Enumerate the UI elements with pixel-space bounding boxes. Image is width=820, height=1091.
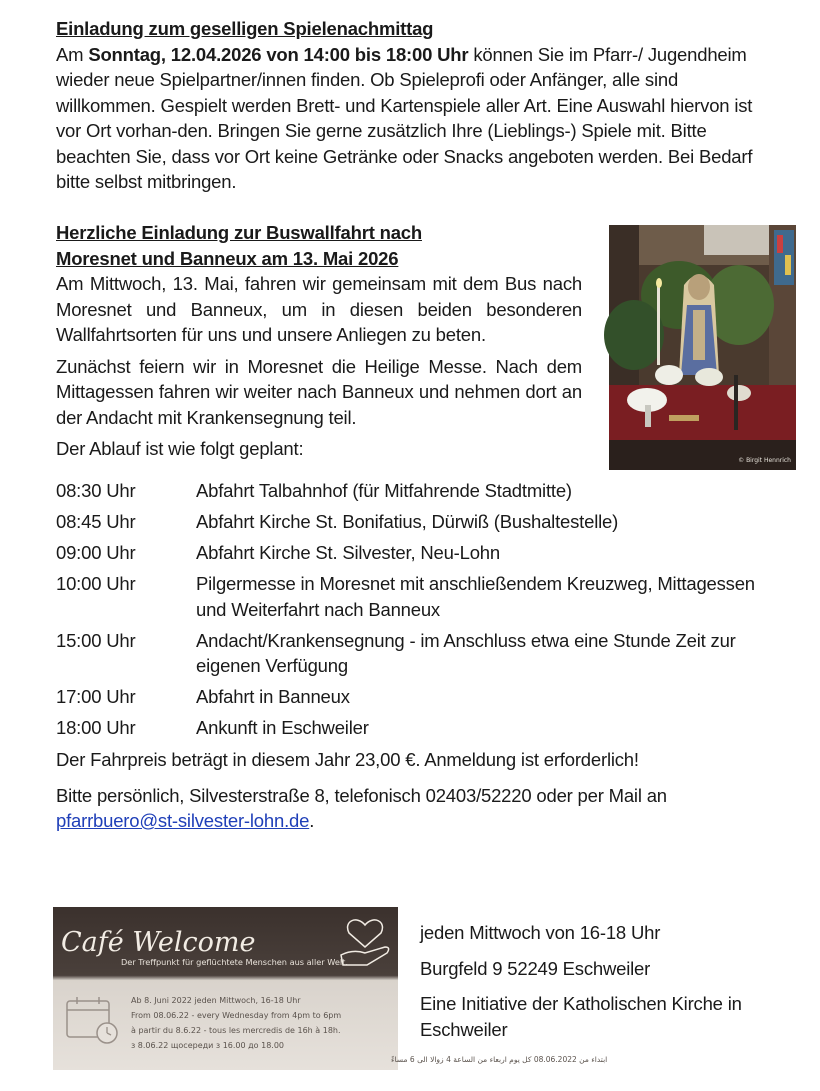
schedule-row xyxy=(56,571,776,622)
section-buswallfahrt xyxy=(56,220,582,462)
schedule-time: 10:00 Uhr xyxy=(56,573,136,594)
date-highlight: Sonntag, 12.04.2026 von 14:00 bis 18:00 Uhr xyxy=(88,43,469,65)
cafe-tagline: Der Treffpunkt für geflüchtete Menschen aus aller Welt. xyxy=(121,957,348,967)
schedule-desc: Abfahrt Kirche St. Bonifatius, Dürwiß (Bushaltestelle) xyxy=(196,511,619,532)
cafe-initiative: Eine Initiative der Katholischen Kirche in Eschweiler xyxy=(420,993,742,1040)
schedule-row xyxy=(56,628,776,679)
registration-info xyxy=(56,747,776,834)
email-suffix: . xyxy=(309,810,315,831)
contact-text xyxy=(56,783,776,834)
photo-credit: © Birgit Hennrich xyxy=(738,457,791,464)
schedule-time: 08:30 Uhr xyxy=(56,480,136,501)
cafe-line-en: From 08.06.22 - every Wednesday from 4pm to 6pm xyxy=(131,1011,342,1020)
schedule-desc: Abfahrt in Banneux xyxy=(196,686,350,707)
body-text: können Sie im Pfarr-/ Jugendheim wieder neue Spielpartner/innen finden. Ob Spieleprofi oder Anfänger, alle sind willkommen. Gespielt werden Brett- und Kartenspiele aller Art. Eine Auswahl hiervon ist vor Ort vorhan-den. Bringen Sie gerne zusätzlich Ihre (Lieblings-) Spiele mit. Bitte beachten Sie, dass vor Ort keine Getränke oder Snacks angeboten werden. Bei Bedarf bitte selbst mitbringen. xyxy=(56,43,753,192)
section-title: Einladung zum geselligen Spielenachmittag xyxy=(56,18,434,39)
schedule-time: 08:45 Uhr xyxy=(56,511,136,532)
cafe-line-de: Ab 8. Juni 2022 jeden Mittwoch, 16-18 Uhr xyxy=(131,996,301,1005)
cafe-line-fr: à partir du 8.6.22 - tous les mercredis de 16h à 18h. xyxy=(131,1026,341,1035)
schedule-desc: Pilgermesse in Moresnet mit anschließendem Kreuzweg, Mittagessen und Weiterfahrt nach Banneux xyxy=(196,573,755,620)
section-title-line2: Moresnet und Banneux am 13. Mai 2026 xyxy=(56,247,399,269)
schedule-time: 09:00 Uhr xyxy=(56,542,136,563)
section-spielenachmittag xyxy=(56,16,776,195)
cafe-logo: Café Welcome xyxy=(61,927,256,958)
price-text: Der Fahrpreis beträgt in diesem Jahr 23,00 €. Anmeldung ist erforderlich! xyxy=(56,749,639,770)
schedule-row xyxy=(56,540,776,566)
paragraph-2: Zunächst feiern wir in Moresnet die Heilige Messe. Nach dem Mittagessen fahren wir weiter nach Banneux und nehmen dort an der Andacht mit Krankensegnung teil. xyxy=(56,355,582,428)
intro-text: Am xyxy=(56,43,84,65)
contact-line: Bitte persönlich, Silvesterstraße 8, telefonisch 02403/52220 oder per Mail an xyxy=(56,784,667,806)
schedule-list xyxy=(56,478,776,746)
cafe-schedule: jeden Mittwoch von 16-18 Uhr xyxy=(420,922,661,943)
schedule-row xyxy=(56,509,776,535)
email-link[interactable]: pfarrbuero@st-silvester-lohn.de xyxy=(56,810,310,831)
schedule-time: 18:00 Uhr xyxy=(56,717,136,738)
schedule-row xyxy=(56,715,776,741)
schedule-row xyxy=(56,684,776,710)
church-altar-photo xyxy=(609,225,796,470)
cafe-line-uk: з 8.06.22 щосереди з 16.00 до 18.00 xyxy=(131,1041,285,1050)
paragraph-1: Am Mittwoch, 13. Mai, fahren wir gemeinsam mit dem Bus nach Moresnet und Banneux, um in diesen beiden besonderen Wallfahrtsorten für uns und unsere Anliegen zu beten. xyxy=(56,273,582,345)
cafe-info xyxy=(420,920,780,1052)
paragraph-3: Der Ablauf ist wie folgt geplant: xyxy=(56,438,304,459)
schedule-desc: Abfahrt Kirche St. Silvester, Neu-Lohn xyxy=(196,542,500,563)
schedule-desc: Abfahrt Talbahnhof (für Mitfahrende Stadtmitte) xyxy=(196,480,572,501)
schedule-time: 17:00 Uhr xyxy=(56,686,136,707)
cafe-address: Burgfeld 9 52249 Eschweiler xyxy=(420,957,651,979)
altar-image xyxy=(609,225,796,470)
schedule-row xyxy=(56,478,776,504)
schedule-desc: Andacht/Krankensegnung - im Anschluss etwa eine Stunde Zeit zur eigenen Verfügung xyxy=(196,629,736,676)
cafe-line-ar: ابتداء من 08.06.2022 كل يوم اربعاء من الساعة 4 زوالا الى 6 مساءً xyxy=(391,1055,608,1064)
section-body xyxy=(56,42,776,195)
schedule-time: 15:00 Uhr xyxy=(56,629,136,651)
schedule-desc: Ankunft in Eschweiler xyxy=(196,717,369,738)
section-title-line1: Herzliche Einladung zur Buswallfahrt nach xyxy=(56,222,422,243)
